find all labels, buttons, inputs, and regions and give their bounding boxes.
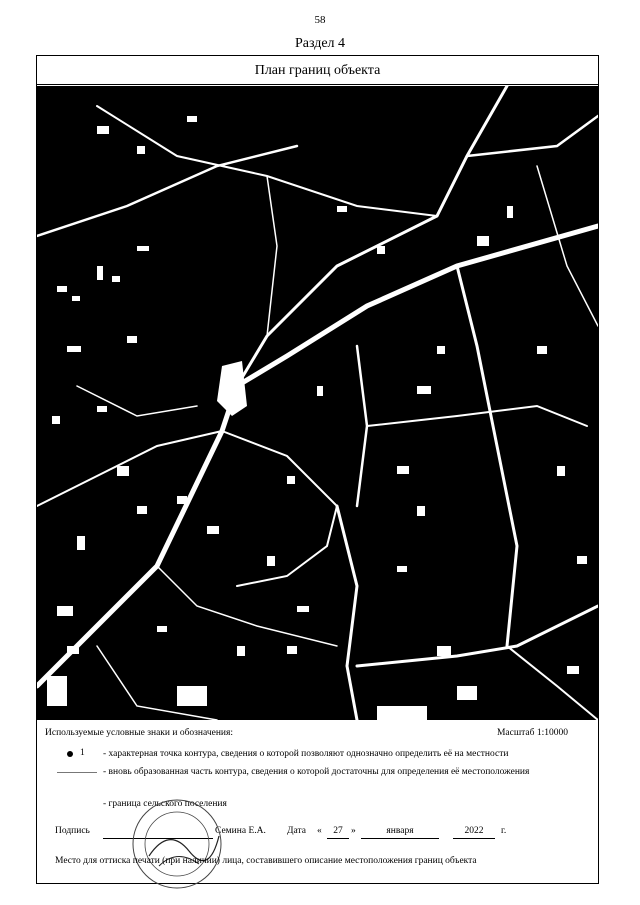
date-open-quote: « [317,826,322,836]
legend-text: - вновь образованная часть контура, сведения о которой достаточны для определения её местоположения [103,767,530,777]
point-dot-icon [67,751,73,757]
plan-frame [36,55,599,884]
date-label: Дата [287,826,306,836]
signer-name: Семина Е.А. [215,826,266,836]
date-year: 2022 [453,826,495,839]
scale-label: Масштаб 1:10000 [496,728,568,738]
legend-item [45,766,590,792]
stamp-seal-icon [129,796,225,892]
signature-label: Подпись [55,826,90,836]
legend-item [45,748,590,762]
legend-text: - граница сельского поселения [103,799,227,809]
legend-section [37,720,598,884]
map-graphic [37,86,598,720]
stamp-place-text: Место для оттиска печати (при наличии) лица, составившего описание местоположения границ объекта [55,856,477,866]
legend-heading: Используемые условные знаки и обозначения: [45,728,234,738]
point-number: 1 [80,748,85,758]
section-title: Раздел 4 [294,36,346,51]
legend-text: - характерная точка контура, сведения о которой позволяют однозначно определить её на местности [103,749,509,759]
page-number: 58 [314,14,326,26]
gray-line-icon [57,772,97,773]
satellite-map-image [37,86,598,720]
legend-item [45,798,590,812]
date-day: 27 [327,826,349,839]
plan-title: План границ объекта [37,56,598,85]
date-close-quote: » [351,826,356,836]
year-suffix: г. [501,826,507,836]
date-month: января [361,826,439,839]
